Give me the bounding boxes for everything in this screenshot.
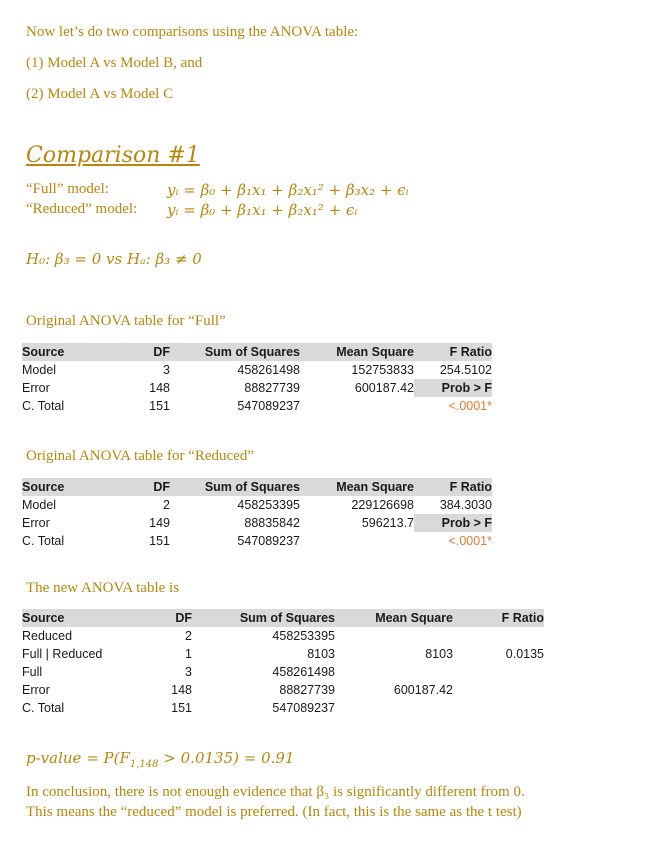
cell-source: C. Total	[22, 701, 65, 715]
table-row	[22, 532, 492, 550]
table-row	[22, 645, 544, 663]
cell-df: 3	[163, 363, 170, 377]
table-row	[22, 514, 492, 532]
cell-ms	[335, 699, 453, 717]
table-row	[22, 699, 544, 717]
p-value-subscript: 1,148	[129, 759, 159, 770]
cell-ss: 88827739	[279, 683, 335, 697]
reduced-anova-table	[22, 478, 492, 550]
cell-ss: 547089237	[237, 534, 300, 548]
header-f: F Ratio	[414, 343, 492, 361]
cell-ss: 458261498	[272, 665, 335, 679]
cell-ms	[335, 663, 453, 681]
header-f: F Ratio	[414, 478, 492, 496]
cell-source: Model	[22, 363, 57, 377]
cell-ms: 152753833	[351, 363, 414, 377]
cell-ms: 596213.7	[361, 516, 414, 530]
table-row	[22, 663, 544, 681]
conclusion-line-2: This means the “reduced” model is preferred. (In fact, this is the same as the t test)	[26, 804, 522, 820]
cell-source: Model	[22, 498, 57, 512]
header-source: Source	[22, 478, 104, 496]
p-value-line	[26, 749, 294, 770]
cell-f: 384.3030	[439, 498, 492, 512]
cell-f: 0.0135	[505, 647, 544, 661]
intro-line-2: (1) Model A vs Model B, and	[26, 55, 203, 71]
reduced-model-label: “Reduced” model:	[26, 201, 138, 217]
table-header-row	[22, 478, 492, 496]
cell-f	[453, 681, 544, 699]
new-table-caption: The new ANOVA table is	[26, 580, 180, 596]
cell-f	[453, 663, 544, 681]
cell-source: C. Total	[22, 399, 65, 413]
full-model-equation: yᵢ = β₀ + β₁x₁ + β₂x₁² + β₃x₂ + ϵᵢ	[167, 181, 409, 199]
header-df: DF	[104, 343, 170, 361]
intro-line-1: Now let’s do two comparisons using the ANOVA table:	[26, 24, 359, 40]
cell-ms: 600187.42	[393, 683, 453, 697]
cell-ss: 458253395	[272, 629, 335, 643]
table-row	[22, 397, 492, 415]
p-value-prefix: p-value = P(F	[26, 749, 130, 767]
cell-df: 149	[149, 516, 170, 530]
cell-ss: 547089237	[237, 399, 300, 413]
cell-df: 2	[163, 498, 170, 512]
p-value-suffix: > 0.0135) = 0.91	[158, 749, 295, 767]
cell-ms	[300, 532, 414, 550]
cell-source: Error	[22, 516, 50, 530]
hypothesis: H₀: β₃ = 0 vs Hₐ: β₃ ≠ 0	[26, 250, 202, 268]
cell-ss: 458261498	[237, 363, 300, 377]
cell-prob-label: Prob > F	[414, 514, 492, 532]
table-header-row	[22, 343, 492, 361]
section-title: Comparison #1	[26, 143, 200, 168]
cell-source: Reduced	[22, 629, 73, 643]
cell-ms	[335, 627, 453, 645]
full-table-caption: Original ANOVA table for “Full”	[26, 313, 226, 329]
cell-prob-value: <.0001*	[448, 534, 492, 548]
table-row	[22, 681, 544, 699]
cell-ss: 88835842	[244, 516, 300, 530]
table-row	[22, 496, 492, 514]
cell-df: 151	[149, 534, 170, 548]
cell-prob-label: Prob > F	[414, 379, 492, 397]
header-df: DF	[132, 609, 192, 627]
cell-df: 2	[185, 629, 192, 643]
header-ss: Sum of Squares	[170, 478, 300, 496]
table-row	[22, 361, 492, 379]
reduced-model-equation: yᵢ = β₀ + β₁x₁ + β₂x₁² + ϵᵢ	[167, 201, 358, 219]
cell-df: 148	[149, 381, 170, 395]
cell-ms: 8103	[425, 647, 453, 661]
header-source: Source	[22, 609, 132, 627]
cell-ms	[300, 397, 414, 415]
header-df: DF	[104, 478, 170, 496]
cell-f	[453, 699, 544, 717]
cell-df: 148	[171, 683, 192, 697]
new-anova-table	[22, 609, 544, 717]
cell-source: Error	[22, 381, 50, 395]
header-ss: Sum of Squares	[170, 343, 300, 361]
cell-source: C. Total	[22, 534, 65, 548]
cell-df: 1	[185, 647, 192, 661]
table-header-row	[22, 609, 544, 627]
conclusion-line-1: In conclusion, there is not enough evidence that β₃ is significantly different from 0.	[26, 784, 525, 800]
table-row	[22, 379, 492, 397]
full-model-label: “Full” model:	[26, 181, 109, 197]
full-anova-table	[22, 343, 492, 415]
cell-source: Full | Reduced	[22, 647, 103, 661]
header-ms: Mean Square	[300, 343, 414, 361]
cell-source: Full	[22, 665, 43, 679]
header-ms: Mean Square	[335, 609, 453, 627]
cell-ms: 600187.42	[354, 381, 414, 395]
header-source: Source	[22, 343, 104, 361]
cell-ss: 547089237	[272, 701, 335, 715]
cell-source: Error	[22, 683, 50, 697]
cell-prob-value: <.0001*	[448, 399, 492, 413]
header-f: F Ratio	[453, 609, 544, 627]
cell-ms: 229126698	[351, 498, 414, 512]
header-ss: Sum of Squares	[192, 609, 335, 627]
table-row	[22, 627, 544, 645]
cell-df: 151	[171, 701, 192, 715]
cell-f: 254.5102	[439, 363, 492, 377]
reduced-table-caption: Original ANOVA table for “Reduced”	[26, 448, 254, 464]
cell-ss: 88827739	[244, 381, 300, 395]
cell-df: 151	[149, 399, 170, 413]
cell-f	[453, 627, 544, 645]
cell-ss: 458253395	[237, 498, 300, 512]
intro-line-3: (2) Model A vs Model C	[26, 86, 174, 102]
cell-ss: 8103	[307, 647, 335, 661]
header-ms: Mean Square	[300, 478, 414, 496]
cell-df: 3	[185, 665, 192, 679]
